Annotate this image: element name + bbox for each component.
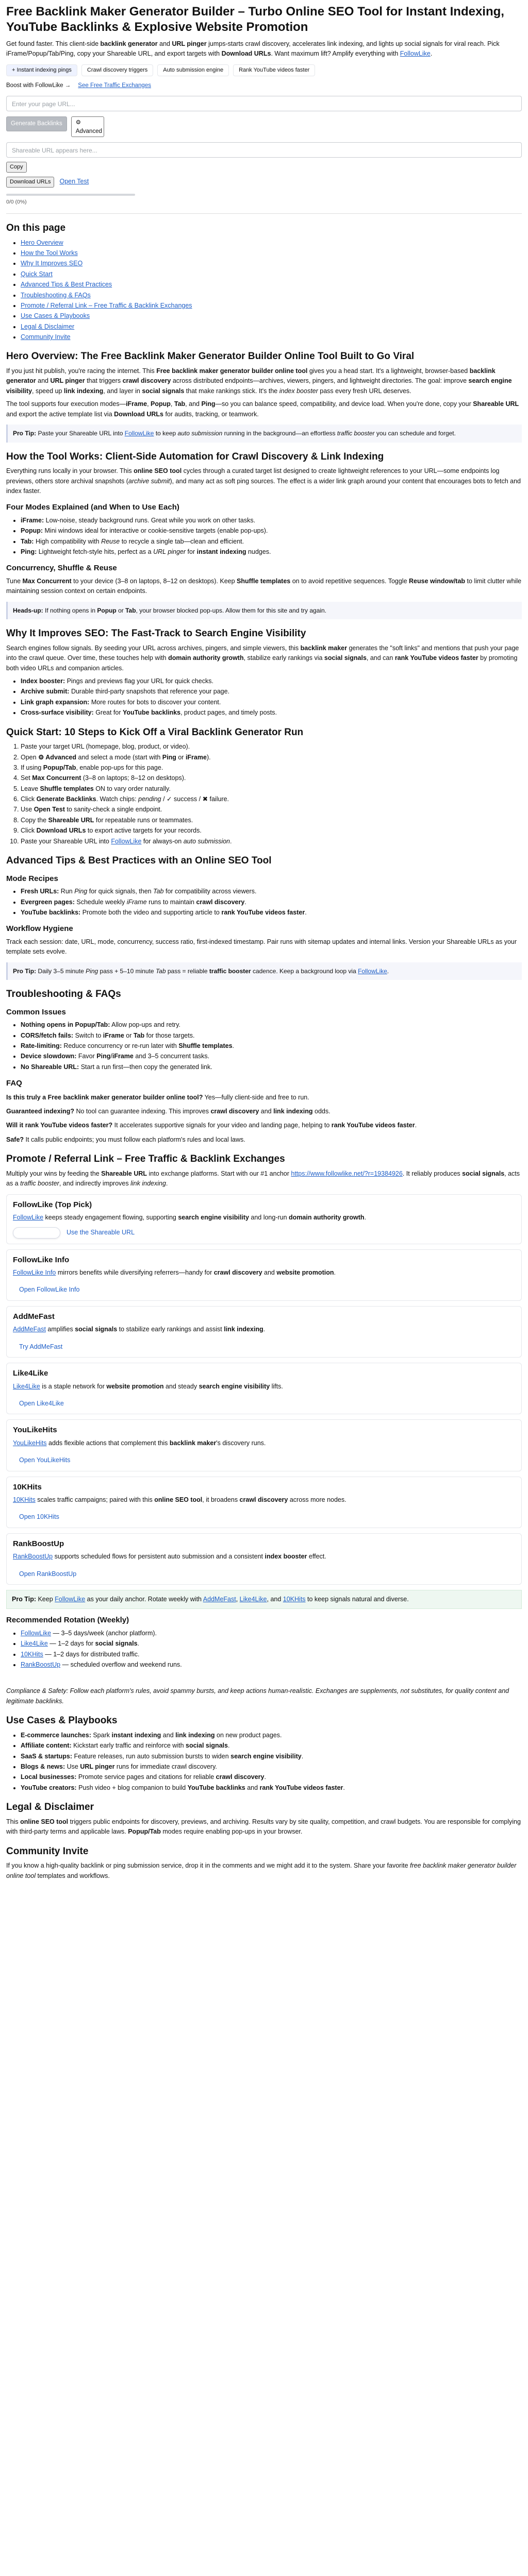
use-shareable-url-link[interactable]: Use the Shareable URL bbox=[67, 1228, 135, 1236]
followlike-link[interactable]: FollowLike bbox=[358, 967, 387, 975]
list-item bbox=[21, 301, 522, 311]
list-item: • Affiliate content: Kickstart early traffic and reinforce with social signals. bbox=[21, 1741, 522, 1751]
faq-item: Will it rank YouTube videos faster? It accelerates supportive signals for your video and landing page, helping to rank YouTube videos faster. bbox=[6, 1122, 417, 1129]
exchange-card-followlike-info bbox=[6, 1249, 522, 1301]
list-item bbox=[21, 248, 522, 258]
toc-list bbox=[21, 238, 522, 343]
card-link[interactable]: FollowLike bbox=[13, 1214, 44, 1222]
card-text: YouLikeHits adds flexible actions that complement this backlink maker's discovery runs. bbox=[13, 1439, 266, 1447]
list-item: • iFrame: Low-noise, steady background runs. Great while you work on other tasks. bbox=[21, 516, 522, 526]
toc-link-advanced[interactable]: Advanced Tips & Best Practices bbox=[21, 281, 112, 289]
open-followlike-info-button[interactable]: Open FollowLike Info bbox=[19, 1286, 80, 1294]
list-item bbox=[21, 291, 522, 300]
recipes-heading: Mode Recipes bbox=[6, 874, 58, 883]
list-item: • No Shareable URL: Start a run first—then copy the generated link. bbox=[21, 1062, 522, 1072]
faq-item: Guaranteed indexing? No tool can guarantee indexing. This improves crawl discovery and link indexing odds. bbox=[6, 1108, 331, 1115]
card-title: FollowLike Info bbox=[13, 1255, 70, 1264]
open-like4like-button[interactable]: Open Like4Like bbox=[19, 1399, 64, 1407]
list-item: 8. Copy the Shareable URL for repeatable runs or teammates. bbox=[21, 816, 522, 825]
list-item bbox=[21, 280, 522, 290]
exchange-card-followlike bbox=[6, 1194, 522, 1244]
usecases-list bbox=[21, 1731, 522, 1793]
list-item: • SaaS & startups: Feature releases, run auto submission bursts to widen search engine visibility. bbox=[21, 1752, 522, 1761]
how-heads-up: Heads-up: If nothing opens in Popup or Tab, your browser blocked pop-ups. Allow them for this site and try again. bbox=[6, 602, 522, 620]
tab-auto-submission[interactable]: Auto submission engine bbox=[157, 64, 229, 76]
card-link[interactable]: YouLikeHits bbox=[13, 1439, 47, 1447]
open-rankboostup-button[interactable]: Open RankBoostUp bbox=[19, 1570, 77, 1578]
card-title: YouLikeHits bbox=[13, 1426, 57, 1435]
followlike-link[interactable]: FollowLike bbox=[124, 429, 154, 437]
advanced-heading: Advanced Tips & Best Practices with an Online SEO Tool bbox=[6, 855, 272, 866]
exchange-card-like4like bbox=[6, 1363, 522, 1414]
card-title: 10KHits bbox=[13, 1482, 42, 1492]
list-item: • YouTube backlinks: Promote both the video and supporting article to rank YouTube videos faster. bbox=[21, 908, 522, 918]
list-item: 1. Paste your target URL (homepage, blog, product, or video). bbox=[21, 742, 522, 752]
hero-paragraph-1: If you just hit publish, you're racing the internet. This Free backlink maker generator builder online tool gives you a head start. It's a lightweight, browser-based backlink generator and URL pinger that triggers crawl discovery across distributed endpoints—archives, viewers, pingers, and lightweight directories. The goal: improve search engine visibility, speed up link indexing, and layer in social signals that make rankings stick. It's the index booster pass every fresh URL deserves. bbox=[6, 367, 512, 395]
card-title: Like4Like bbox=[13, 1369, 48, 1378]
card-link[interactable]: RankBoostUp bbox=[13, 1553, 53, 1561]
hygiene-heading: Workflow Hygiene bbox=[6, 924, 73, 934]
toc-link-trouble[interactable]: Troubleshooting & FAQs bbox=[21, 291, 91, 299]
advanced-pro-tip: Pro Tip: Daily 3–5 minute Ping pass + 5–10 minute Tab pass = reliable traffic booster cadence. Keep a background loop via FollowLike. bbox=[6, 962, 522, 980]
list-item: • Like4Like — 1–2 days for social signals. bbox=[21, 1639, 522, 1649]
boost-followlike-link[interactable]: Boost with FollowLike → bbox=[6, 82, 71, 89]
list-item: • Blogs & news: Use URL pinger runs for immediate crawl discovery. bbox=[21, 1762, 522, 1772]
toc-link-promote[interactable]: Promote / Referral Link – Free Traffic & Backlink Exchanges bbox=[21, 301, 192, 309]
promote-paragraph: Multiply your wins by feeding the Shareable URL into exchange platforms. Start with our #1 anchor https://www.followlike.net/?r=19384926. It reliably produces social signals, acts as a traffic booster, and indirectly improves link indexing. bbox=[6, 1170, 520, 1188]
quick-heading: Quick Start: 10 Steps to Kick Off a Viral Backlink Generator Run bbox=[6, 726, 304, 738]
common-issues-heading: Common Issues bbox=[6, 1007, 66, 1016]
list-item: • 10KHits — 1–2 days for distributed traffic. bbox=[21, 1650, 522, 1659]
addmefast-link[interactable]: AddMeFast bbox=[203, 1596, 236, 1603]
copy-row bbox=[6, 162, 522, 173]
advanced-toggle[interactable]: ⚙ Advanced bbox=[71, 116, 104, 137]
issues-list bbox=[21, 1020, 522, 1072]
list-item: 3. If using Popup/Tab, enable pop-ups for this page. bbox=[21, 763, 522, 773]
list-item: • E-commerce launches: Spark instant indexing and link indexing on new product pages. bbox=[21, 1731, 522, 1740]
toc-link-quick[interactable]: Quick Start bbox=[21, 270, 53, 278]
faq-item: Is this truly a Free backlink maker generator builder online tool? Yes—fully client-side and free to run. bbox=[6, 1093, 309, 1101]
list-item: 4. Set Max Concurrent (3–8 on laptops; 8–12 on desktops). bbox=[21, 773, 522, 783]
rotation-list bbox=[21, 1629, 522, 1670]
promote-pro-tip: Pro Tip: Keep FollowLike as your daily anchor. Rotate weekly with AddMeFast, Like4Like, and 10KHits to keep signals natural and diverse. bbox=[6, 1590, 522, 1609]
tab-instant-indexing[interactable]: + Instant indexing pings bbox=[6, 64, 77, 76]
list-item: • Link graph expansion: More routes for bots to discover your content. bbox=[21, 698, 522, 707]
generate-backlinks-button[interactable]: Generate Backlinks bbox=[6, 116, 67, 132]
concurrency-heading: Concurrency, Shuffle & Reuse bbox=[6, 564, 117, 573]
list-item: • Fresh URLs: Run Ping for quick signals, then Tab for compatibility across viewers. bbox=[21, 887, 522, 896]
list-item: • Ping: Lightweight fetch-style hits, perfect as a URL pinger for instant indexing nudges. bbox=[21, 547, 522, 557]
why-paragraph: Search engines follow signals. By seeding your URL across archives, pingers, and simple viewers, this backlink maker generates the "soft links" and mentions that push your page into the crawl queue. Over time, these touches help with domain authority growth, stabilize early rankings via social signals, and can rank YouTube videos faster by promoting both video URLs and companion articles. bbox=[6, 644, 519, 672]
card-link[interactable]: AddMeFast bbox=[13, 1326, 46, 1333]
rotation-link[interactable]: FollowLike bbox=[21, 1629, 52, 1637]
list-item: • Evergreen pages: Schedule weekly iFrame runs to maintain crawl discovery. bbox=[21, 897, 522, 907]
list-item: • Local businesses: Promote service pages and citations for reliable crawl discovery. bbox=[21, 1772, 522, 1782]
download-row bbox=[6, 177, 522, 188]
card-text: Like4Like is a staple network for website promotion and steady search engine visibility lifts. bbox=[13, 1382, 283, 1390]
page-title: Free Backlink Maker Generator Builder – Turbo Online SEO Tool for Instant Indexing, YouTube Backlinks & Explosive Website Promotion bbox=[6, 5, 504, 34]
list-item: 5. Leave Shuffle templates ON to vary order naturally. bbox=[21, 784, 522, 794]
list-item: • CORS/fetch fails: Switch to iFrame or Tab for those targets. bbox=[21, 1031, 522, 1041]
list-item bbox=[21, 311, 522, 321]
how-paragraph: Everything runs locally in your browser. This online SEO tool cycles through a curated target list designed to create lightweight references to your URL—some endpoints log previews, others store archival snapshots (archive submit), and many act as soft ping sources. The effect is a wider link graph around your content that encourages bots to fetch and index faster. bbox=[6, 467, 521, 495]
list-item: • Tab: High compatibility with Reuse to recycle a single tab—clean and efficient. bbox=[21, 537, 522, 547]
list-item bbox=[21, 322, 522, 332]
exchange-card-10khits bbox=[6, 1477, 522, 1528]
rotation-link[interactable]: RankBoostUp bbox=[21, 1661, 61, 1668]
legal-paragraph: This online SEO tool triggers public endpoints for discovery, previews, and archiving. Results vary by site quality, competition, and crawl budgets. You are responsible for complying with third-party terms and applicable laws. Popup/Tab modes require enabling pop-ups in your browser. bbox=[6, 1818, 521, 1836]
community-heading: Community Invite bbox=[6, 1845, 89, 1857]
rotation-link[interactable]: Like4Like bbox=[21, 1640, 48, 1648]
quick-steps bbox=[21, 742, 522, 846]
download-urls-button[interactable]: Download URLs bbox=[6, 177, 54, 188]
list-item bbox=[21, 259, 522, 268]
free-exchanges-link[interactable]: See Free Traffic Exchanges bbox=[78, 82, 151, 89]
promote-heading: Promote / Referral Link – Free Traffic & Backlink Exchanges bbox=[6, 1154, 285, 1165]
exchange-card-addmefast bbox=[6, 1306, 522, 1358]
followlike-link[interactable]: FollowLike bbox=[400, 50, 431, 58]
list-item bbox=[21, 238, 522, 248]
why-heading: Why It Improves SEO: The Fast-Track to Search Engine Visibility bbox=[6, 628, 306, 639]
toc-heading: On this page bbox=[6, 222, 66, 233]
modes-heading: Four Modes Explained (and When to Use Each) bbox=[6, 503, 179, 512]
tab-crawl-discovery[interactable]: Crawl discovery triggers bbox=[81, 64, 153, 76]
hero-pro-tip: Pro Tip: Paste your Shareable URL into FollowLike to keep auto submission running in the background—an effortless traffic booster you can schedule and forget. bbox=[6, 425, 522, 443]
card-link[interactable]: 10KHits bbox=[13, 1496, 36, 1503]
open-10khits-button[interactable]: Open 10KHits bbox=[19, 1513, 59, 1521]
community-paragraph: If you know a high-quality backlink or ping submission service, drop it in the comments and we might add it to the system. Share your favorite free backlink maker generator builder online tool templates and workflows. bbox=[6, 1862, 517, 1879]
followlike-link[interactable]: FollowLike bbox=[111, 837, 142, 845]
toc-link-legal[interactable]: Legal & Disclaimer bbox=[21, 323, 75, 330]
list-item: • Index booster: Pings and previews flag your URL for quick checks. bbox=[21, 676, 522, 686]
intro-paragraph: Get found faster. This client-side backlink generator and URL pinger jumps-starts crawl discovery, accelerates link indexing, and lights up social signals for viral reach. Pick iFrame/Popup/Tab/Ping, copy your Shareable URL, and export targets with Download URLs. Want maximum lift? Amplify everything with FollowLike. bbox=[6, 40, 500, 58]
divider bbox=[6, 213, 522, 214]
card-title: RankBoostUp bbox=[13, 1539, 64, 1548]
url-input[interactable]: Enter your page URL... bbox=[6, 96, 522, 111]
list-item: • Popup: Mini windows ideal for interactive or cookie-sensitive targets (enable pop-ups). bbox=[21, 526, 522, 536]
list-item: 10. Paste your Shareable URL into FollowLike for always-on auto submission. bbox=[21, 837, 522, 846]
card-text: AddMeFast amplifies social signals to stabilize early rankings and assist link indexing. bbox=[13, 1326, 266, 1333]
legal-heading: Legal & Disclaimer bbox=[6, 1802, 94, 1813]
card-title: FollowLike (Top Pick) bbox=[13, 1200, 92, 1209]
10khits-link[interactable]: 10KHits bbox=[283, 1596, 306, 1603]
list-item: • Nothing opens in Popup/Tab: Allow pop-ups and retry. bbox=[21, 1020, 522, 1030]
progress-text: 0/0 (0%) bbox=[6, 198, 27, 205]
card-link[interactable]: Like4Like bbox=[13, 1382, 40, 1390]
progress-bar bbox=[6, 194, 135, 196]
list-item: • Cross-surface visibility: Great for YouTube backlinks, product pages, and timely posts. bbox=[21, 708, 522, 718]
feature-tabs bbox=[6, 64, 522, 76]
list-item bbox=[21, 332, 522, 342]
modes-list bbox=[21, 516, 522, 557]
card-text: RankBoostUp supports scheduled flows for persistent auto submission and a consistent index booster effect. bbox=[13, 1553, 326, 1561]
list-item: • YouTube creators: Push video + blog companion to build YouTube backlinks and rank YouTube videos faster. bbox=[21, 1783, 522, 1793]
card-actions bbox=[13, 1227, 515, 1239]
how-heading: How the Tool Works: Client-Side Automation for Crawl Discovery & Link Indexing bbox=[6, 451, 384, 462]
hygiene-paragraph: Track each session: date, URL, mode, concurrency, success ratio, first-indexed timestamp. Pair runs with sitemap updates and internal links. Version your Shareable URLs as your template sets evolve. bbox=[6, 938, 517, 956]
shareable-url-field[interactable]: Shareable URL appears here... bbox=[6, 142, 522, 158]
list-item: • Archive submit: Durable third-party snapshots that reference your page. bbox=[21, 687, 522, 697]
rotation-heading: Recommended Rotation (Weekly) bbox=[6, 1616, 129, 1625]
exchange-card-youlikehits bbox=[6, 1419, 522, 1471]
toc-link-community[interactable]: Community Invite bbox=[21, 333, 71, 341]
referral-link[interactable]: https://www.followlike.net/?r=19384926 bbox=[291, 1170, 403, 1177]
try-addmefast-button[interactable]: Try AddMeFast bbox=[19, 1343, 63, 1350]
why-list bbox=[21, 676, 522, 718]
list-item: • Rate-limiting: Reduce concurrency or re-run later with Shuffle templates. bbox=[21, 1041, 522, 1051]
card-text: FollowLike Info mirrors benefits while diversifying referrers—handy for crawl discovery and website promotion. bbox=[13, 1269, 336, 1276]
tab-rank-youtube[interactable]: Rank YouTube videos faster bbox=[233, 64, 315, 76]
rotation-link[interactable]: 10KHits bbox=[21, 1650, 43, 1658]
concurrency-paragraph: Tune Max Concurrent to your device (3–8 on laptops, 8–12 on desktops). Keep Shuffle templates on to avoid repetitive sequences. Toggle Reuse window/tab to limit clutter while maintaining session context on certain endpoints. bbox=[6, 577, 522, 595]
list-item: 9. Click Download URLs to export active targets for your records. bbox=[21, 826, 522, 836]
list-item: 6. Click Generate Backlinks. Watch chips: pending / ✓ success / ✖ failure. bbox=[21, 794, 522, 804]
exchange-card-rankboostup bbox=[6, 1533, 522, 1585]
open-youlikehits-button[interactable]: Open YouLikeHits bbox=[19, 1456, 71, 1464]
card-title: AddMeFast bbox=[13, 1312, 55, 1321]
card-link[interactable]: FollowLike Info bbox=[13, 1269, 56, 1276]
toc-link-why[interactable]: Why It Improves SEO bbox=[21, 260, 83, 267]
list-item: • Device slowdown: Favor Ping/iFrame and 3–5 concurrent tasks. bbox=[21, 1052, 522, 1061]
spacer bbox=[6, 1673, 522, 1683]
list-item bbox=[21, 269, 522, 279]
trouble-heading: Troubleshooting & FAQs bbox=[6, 989, 121, 1000]
card-text: FollowLike keeps steady engagement flowing, supporting search engine visibility and long-run domain authority growth. bbox=[13, 1214, 367, 1222]
list-item: • RankBoostUp — scheduled overflow and weekend runs. bbox=[21, 1660, 522, 1670]
list-item: 7. Use Open Test to sanity-check a single endpoint. bbox=[21, 805, 522, 815]
open-test-link[interactable]: Open Test bbox=[59, 178, 89, 185]
usecases-heading: Use Cases & Playbooks bbox=[6, 1715, 118, 1726]
followlike-pill-button[interactable] bbox=[13, 1227, 60, 1239]
faq-item: Safe? It calls public endpoints; you must follow each platform's rules and local laws. bbox=[6, 1136, 245, 1143]
hero-paragraph-2: The tool supports four execution modes—iFrame, Popup, Tab, and Ping—so you can balance speed, compatibility, and device load. When you're done, copy your Shareable URL and export the active template list via Download URLs for audits, tracking, or teamwork. bbox=[6, 400, 519, 418]
list-item: 2. Open ⚙ Advanced and select a mode (start with Ping or iFrame). bbox=[21, 753, 522, 762]
like4like-link[interactable]: Like4Like bbox=[239, 1596, 267, 1603]
toc-link-hero[interactable]: Hero Overview bbox=[21, 239, 63, 246]
hero-heading: Hero Overview: The Free Backlink Maker Generator Builder Online Tool Built to Go Viral bbox=[6, 351, 415, 362]
top-actions bbox=[6, 81, 522, 91]
toc-link-how[interactable]: How the Tool Works bbox=[21, 249, 78, 257]
compliance-note: Compliance & Safety: Follow each platform's rules, avoid spammy bursts, and keep actions human-realistic. Exchanges are supplements, not substitutes, for quality content and legitimate backlinks. bbox=[6, 1687, 509, 1705]
toc-link-usecases[interactable]: Use Cases & Playbooks bbox=[21, 312, 90, 320]
recipes-list bbox=[21, 887, 522, 918]
followlike-link[interactable]: FollowLike bbox=[55, 1596, 86, 1603]
copy-button[interactable]: Copy bbox=[6, 162, 27, 173]
card-text: 10KHits scales traffic campaigns; paired with this online SEO tool, it broadens crawl discovery across more nodes. bbox=[13, 1496, 346, 1503]
list-item: • FollowLike — 3–5 days/week (anchor platform). bbox=[21, 1629, 522, 1638]
tool-controls bbox=[6, 116, 522, 137]
faq-heading: FAQ bbox=[6, 1079, 22, 1088]
